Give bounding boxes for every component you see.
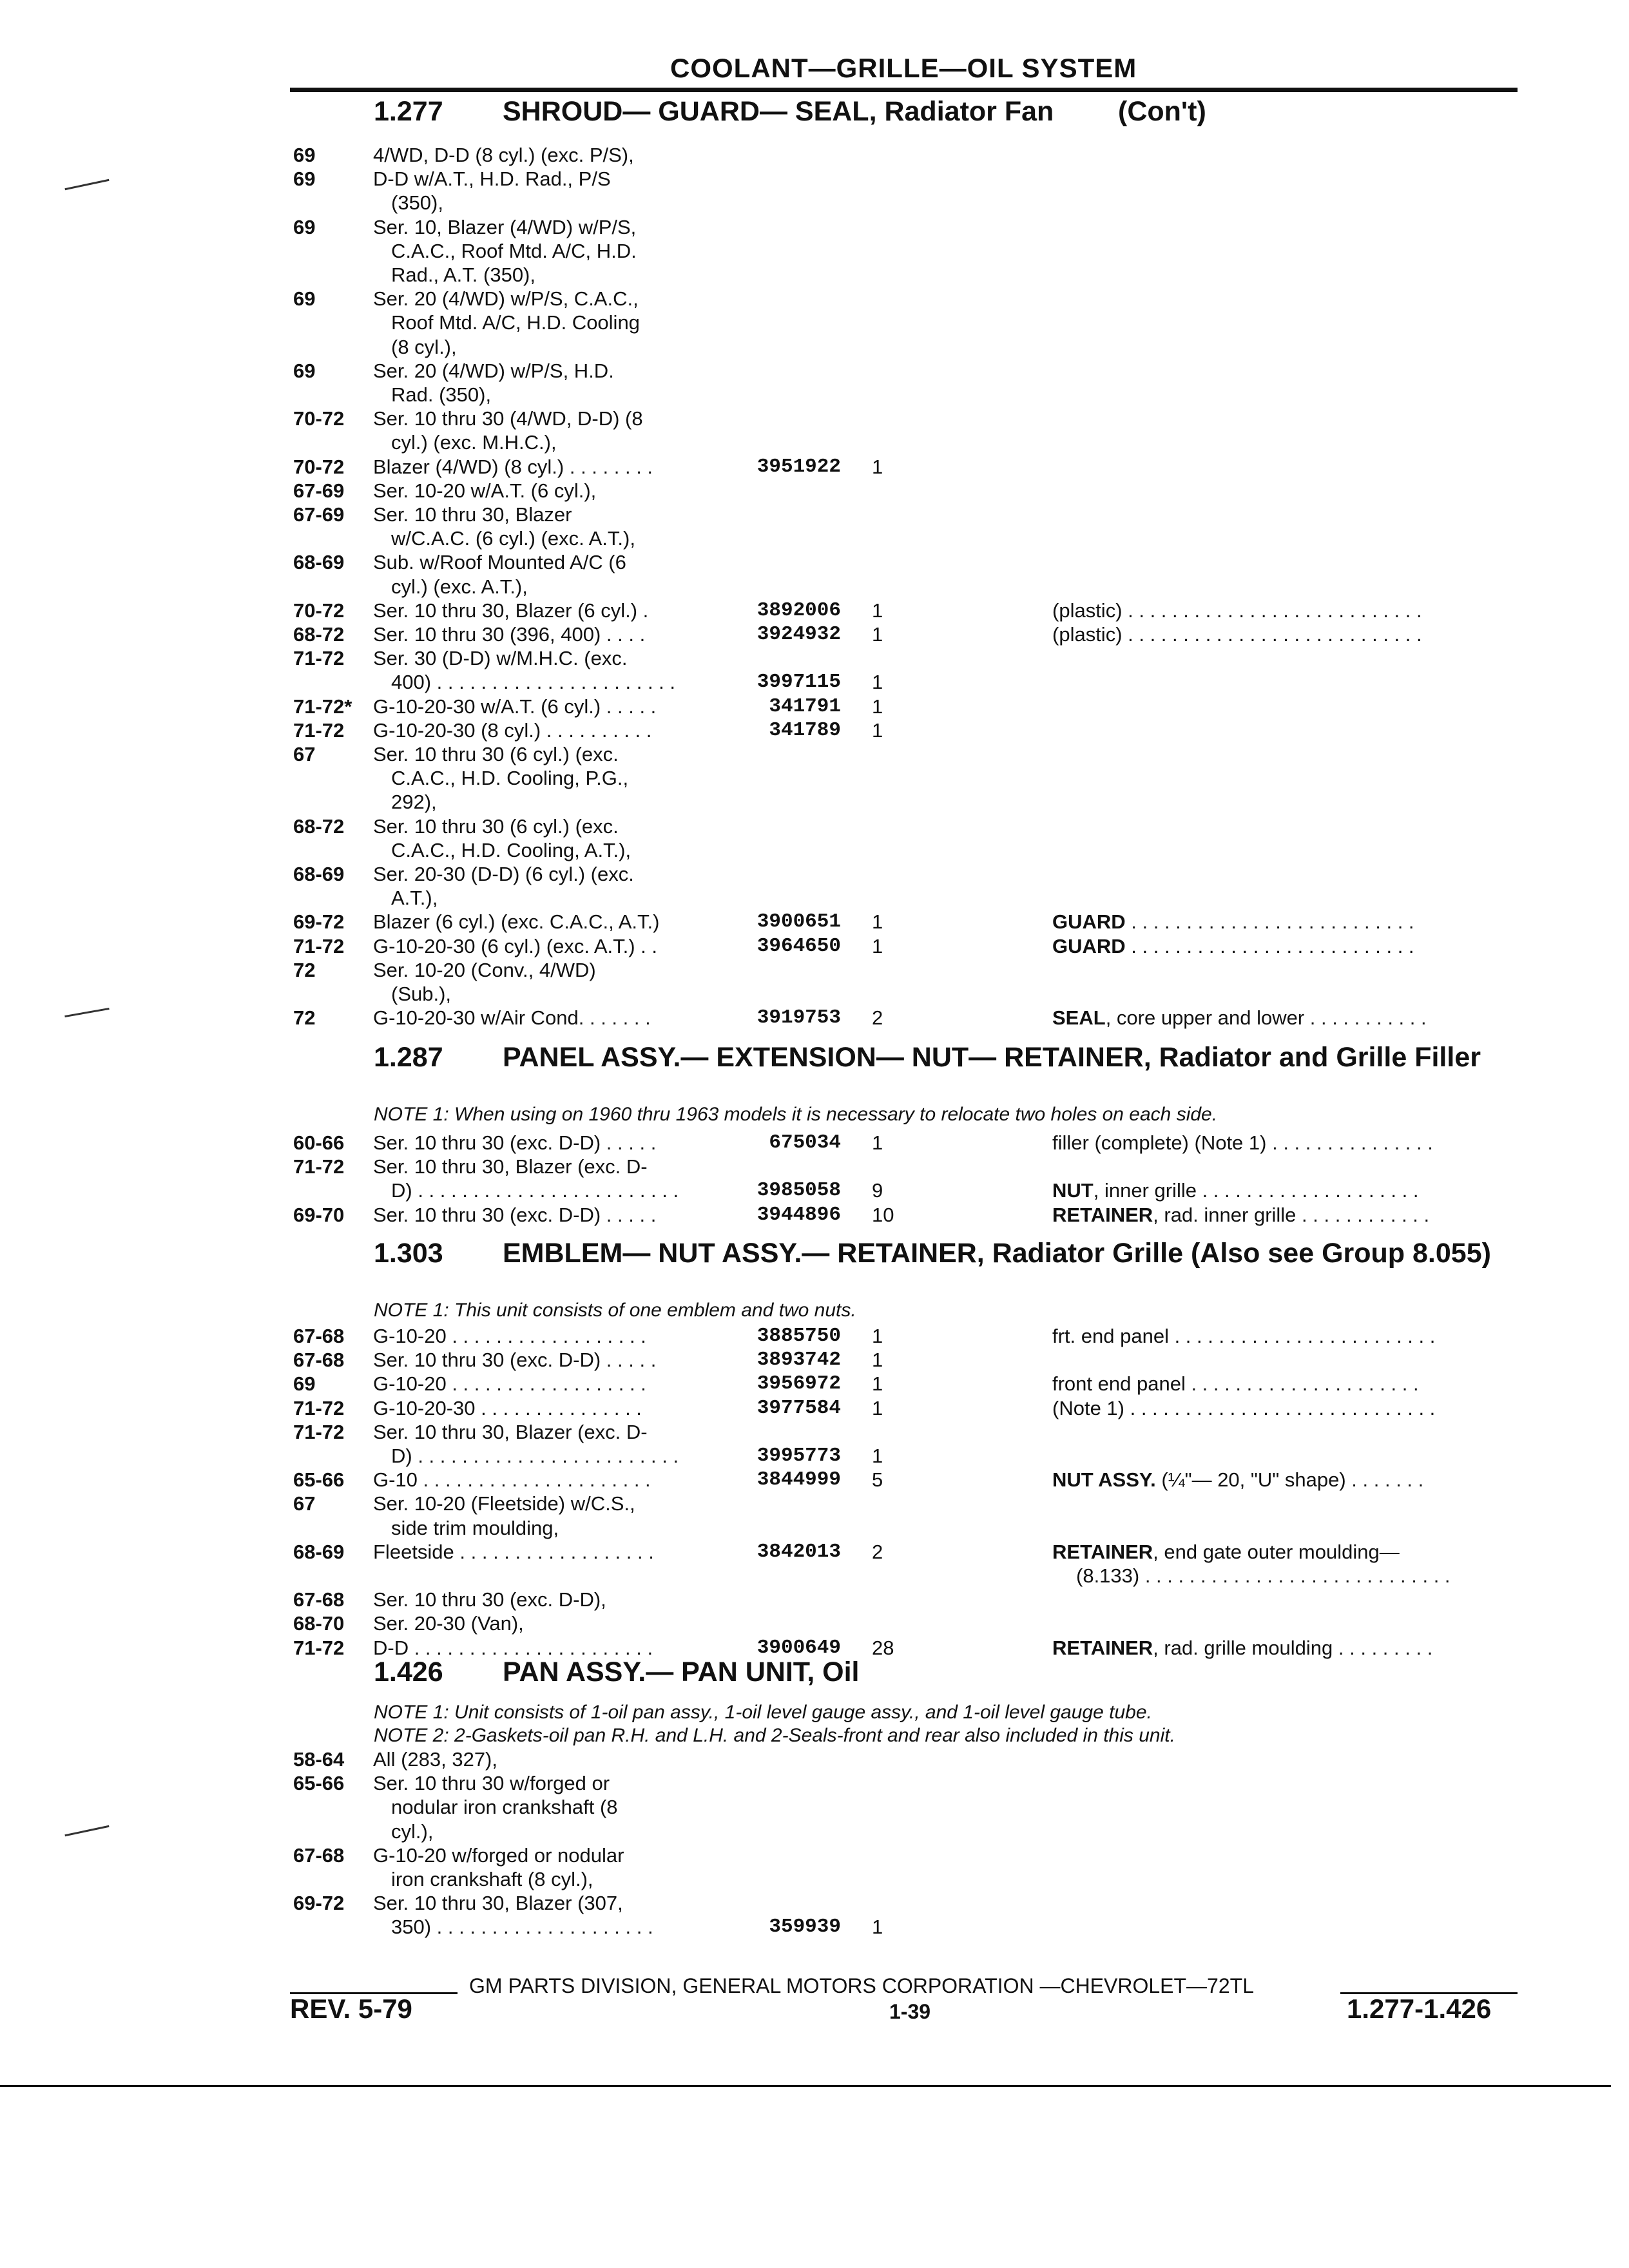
part-description <box>1052 1203 1519 1227</box>
application-description: Ser. 10 thru 30, Blazer (exc. D- <box>373 1420 648 1443</box>
page-title: COOLANT—GRILLE—OIL SYSTEM <box>670 53 1137 83</box>
catalog-row <box>293 1540 1521 1564</box>
model-year: 69 <box>293 287 316 311</box>
part-number: 3844999 <box>757 1468 841 1492</box>
application-description: A.T.), <box>391 887 438 910</box>
application-description: w/C.A.C. (6 cyl.) (exc. A.T.), <box>391 527 635 550</box>
catalog-row <box>293 862 1521 887</box>
quantity: 1 <box>872 718 883 742</box>
part-description <box>1052 1178 1519 1203</box>
application-description: C.A.C., Roof Mtd. A/C, H.D. <box>391 239 637 262</box>
application-description: Ser. 10-20 (Fleetside) w/C.S., <box>373 1492 635 1515</box>
catalog-row <box>293 670 1521 695</box>
part-number: 3900649 <box>757 1636 841 1659</box>
application-description: Ser. 20 (4/WD) w/P/S, H.D. <box>373 359 614 382</box>
application-description: Ser. 20-30 (Van), <box>373 1612 524 1635</box>
catalog-row <box>293 1492 1521 1516</box>
model-year: 71-72 <box>293 1420 345 1443</box>
quantity: 1 <box>872 1372 883 1396</box>
model-year: 71-72 <box>293 934 345 957</box>
part-number: 3893742 <box>757 1349 841 1372</box>
part-number: 3924932 <box>757 623 841 646</box>
part-number: 3997115 <box>757 671 841 694</box>
punch-mark-bottom <box>64 1825 109 1836</box>
part-description <box>1052 1636 1519 1660</box>
quantity: 1 <box>872 455 883 478</box>
part-number: 341789 <box>769 718 841 742</box>
application-description: Ser. 10 thru 30 w/forged or <box>373 1772 610 1795</box>
quantity: 1 <box>872 599 883 622</box>
quantity: 1 <box>872 1131 883 1154</box>
section-number: 1.287 <box>374 1042 443 1073</box>
catalog-row <box>293 646 1521 671</box>
application-description: All (283, 327), <box>373 1748 497 1771</box>
application-description: Blazer (4/WD) (8 cyl.) . . . . . . . . <box>373 455 653 478</box>
model-year: 68-69 <box>293 863 345 885</box>
part-name: SEAL <box>1052 1006 1106 1030</box>
quantity: 1 <box>872 1396 883 1419</box>
catalog-row <box>293 766 1521 791</box>
section-note: NOTE 1: This unit consists of one emblem and two nuts. <box>374 1300 856 1321</box>
catalog-row <box>293 1420 1521 1445</box>
catalog-row <box>293 239 1521 264</box>
section-number: 1.277 <box>374 96 443 127</box>
quantity: 1 <box>872 1916 883 1939</box>
model-year: 69 <box>293 1372 316 1396</box>
application-description: Ser. 10 thru 30, Blazer (307, <box>373 1892 623 1915</box>
catalog-row <box>293 1867 1521 1892</box>
part-number: 359939 <box>769 1916 841 1939</box>
catalog-row <box>293 479 1521 503</box>
part-description <box>1052 599 1519 623</box>
model-year: 71-72 <box>293 1396 345 1419</box>
model-year: 69-72 <box>293 910 345 934</box>
section-title: SHROUD— GUARD— SEAL, Radiator Fan <box>503 96 1054 127</box>
part-description <box>1052 1540 1519 1564</box>
section-note: NOTE 1: When using on 1960 thru 1963 models it is necessary to relocate two holes on each side. <box>374 1104 1218 1125</box>
application-description: (Sub.), <box>391 983 452 1005</box>
section-title: EMBLEM— NUT ASSY.— RETAINER, Radiator Grille (Also see Group 8.055) <box>503 1238 1491 1269</box>
model-year: 67 <box>293 743 316 765</box>
part-name: RETAINER <box>1052 1203 1153 1226</box>
quantity: 1 <box>872 1325 883 1347</box>
catalog-row <box>293 1564 1521 1588</box>
part-detail: , core upper and lower . . . . . . . . . . . <box>1105 1006 1427 1030</box>
quantity: 1 <box>872 623 883 646</box>
application-description: G-10-20-30 (8 cyl.) . . . . . . . . . . <box>373 718 652 742</box>
application-description: G-10-20-30 w/A.T. (6 cyl.) . . . . . <box>373 695 657 718</box>
application-description: (350), <box>391 191 443 215</box>
application-description: cyl.) (exc. A.T.), <box>391 575 528 598</box>
model-year: 67-69 <box>293 503 345 526</box>
part-description <box>1052 622 1519 647</box>
part-detail: filler (complete) (Note 1) . . . . . . . . . . . . . . . <box>1052 1131 1433 1154</box>
part-detail: , end gate outer moulding— <box>1153 1540 1400 1563</box>
part-detail: , rad. grille moulding . . . . . . . . . <box>1153 1636 1433 1659</box>
application-description: Ser. 10 thru 30, Blazer (exc. D- <box>373 1155 648 1178</box>
catalog-row <box>293 695 1521 719</box>
catalog-row <box>293 1795 1521 1820</box>
catalog-row <box>293 1178 1521 1203</box>
model-year: 71-72 <box>293 1155 345 1178</box>
model-year: 69 <box>293 168 316 191</box>
application-description: D) . . . . . . . . . . . . . . . . . . . . . . . . <box>391 1445 679 1467</box>
catalog-row <box>293 1444 1521 1468</box>
footer-page-number: 1-39 <box>889 2000 931 2023</box>
catalog-row <box>293 718 1521 743</box>
catalog-row <box>293 958 1521 983</box>
part-number: 3995773 <box>757 1445 841 1467</box>
part-name: NUT <box>1052 1179 1094 1202</box>
catalog-row <box>293 455 1521 479</box>
catalog-row <box>293 1820 1521 1844</box>
application-description: Ser. 10-20 w/A.T. (6 cyl.), <box>373 479 597 502</box>
model-year: 71-72 <box>293 718 345 742</box>
application-description: G-10 . . . . . . . . . . . . . . . . . . . . . <box>373 1468 651 1492</box>
section-number: 1.303 <box>374 1238 443 1269</box>
application-description: nodular iron crankshaft (8 <box>391 1796 618 1819</box>
catalog-row <box>293 407 1521 431</box>
model-year: 71-72* <box>293 695 352 718</box>
punch-mark-top <box>64 179 109 190</box>
part-detail: . . . . . . . . . . . . . . . . . . . . . . . . . . <box>1125 910 1414 934</box>
model-year: 67-68 <box>293 1349 345 1372</box>
quantity: 1 <box>872 934 883 957</box>
model-year: 69-70 <box>293 1203 345 1226</box>
catalog-row <box>293 790 1521 814</box>
catalog-row <box>293 215 1521 240</box>
section-title: PAN ASSY.— PAN UNIT, Oil <box>503 1657 860 1687</box>
part-number: 3977584 <box>757 1396 841 1419</box>
section-title: PANEL ASSY.— EXTENSION— NUT— RETAINER, Radiator and Grille Filler <box>503 1042 1481 1073</box>
application-description: Rad., A.T. (350), <box>391 264 535 286</box>
catalog-row <box>293 263 1521 287</box>
footer-publisher: GM PARTS DIVISION, GENERAL MOTORS CORPORATION —CHEVROLET—72TL <box>469 1974 1254 1997</box>
catalog-row <box>293 1636 1521 1660</box>
part-number: 3885750 <box>757 1325 841 1347</box>
part-detail: , rad. inner grille . . . . . . . . . . . . <box>1153 1203 1430 1226</box>
model-year: 67-68 <box>293 1325 345 1347</box>
catalog-row <box>293 1915 1521 1939</box>
catalog-row <box>293 1891 1521 1916</box>
catalog-row <box>293 838 1521 863</box>
application-description: Ser. 10 thru 30 (exc. D-D) . . . . . <box>373 1203 657 1226</box>
quantity: 2 <box>872 1006 883 1030</box>
application-description: D-D w/A.T., H.D. Rad., P/S <box>373 168 611 191</box>
application-description: Ser. 10 thru 30 (exc. D-D) . . . . . <box>373 1131 657 1154</box>
application-description: D) . . . . . . . . . . . . . . . . . . . . . . . . <box>391 1179 679 1202</box>
section-number: 1.426 <box>374 1657 443 1687</box>
catalog-row <box>293 167 1521 191</box>
footer-range: 1.277-1.426 <box>1347 1994 1492 2024</box>
application-description: Fleetside . . . . . . . . . . . . . . . . . . <box>373 1540 654 1563</box>
quantity: 10 <box>872 1203 894 1226</box>
catalog-row <box>293 575 1521 599</box>
application-description: Sub. w/Roof Mounted A/C (6 <box>373 551 626 574</box>
model-year: 68-70 <box>293 1612 345 1635</box>
catalog-row <box>293 1203 1521 1227</box>
catalog-row <box>293 814 1521 839</box>
catalog-row <box>293 1396 1521 1421</box>
part-detail: frt. end panel . . . . . . . . . . . . . . . . . . . . . . . . <box>1052 1325 1436 1347</box>
model-year: 69 <box>293 144 316 166</box>
part-number: 3951922 <box>757 455 841 478</box>
part-description <box>1052 1372 1519 1396</box>
model-year: 68-72 <box>293 814 345 838</box>
model-year: 67-68 <box>293 1843 345 1867</box>
catalog-row <box>293 143 1521 168</box>
quantity: 9 <box>872 1179 883 1202</box>
application-description: side trim moulding, <box>391 1516 559 1539</box>
application-description: D-D . . . . . . . . . . . . . . . . . . . . . . <box>373 1636 653 1659</box>
application-description: Ser. 10, Blazer (4/WD) w/P/S, <box>373 215 637 238</box>
model-year: 67-68 <box>293 1588 345 1611</box>
part-description <box>1052 1396 1519 1421</box>
part-description <box>1052 910 1519 934</box>
part-description <box>1052 1006 1519 1030</box>
catalog-row <box>293 1468 1521 1492</box>
part-detail: front end panel . . . . . . . . . . . . . . . . . . . . . <box>1052 1372 1419 1396</box>
part-detail: , inner grille . . . . . . . . . . . . . . . . . . . . <box>1093 1179 1419 1202</box>
catalog-row <box>293 287 1521 311</box>
part-number: 3956972 <box>757 1372 841 1396</box>
application-description: Ser. 10 thru 30 (exc. D-D) . . . . . <box>373 1349 657 1372</box>
application-description: Ser. 10 thru 30 (6 cyl.) (exc. <box>373 743 619 765</box>
part-number: 3842013 <box>757 1540 841 1563</box>
part-name: GUARD <box>1052 910 1126 934</box>
catalog-row <box>293 1588 1521 1612</box>
part-detail: (8.133) . . . . . . . . . . . . . . . . . . . . . . . . . . . . <box>1076 1564 1451 1587</box>
model-year: 67-69 <box>293 479 345 502</box>
catalog-row <box>293 1131 1521 1155</box>
section-note: NOTE 2: 2-Gaskets-oil pan R.H. and L.H. and 2-Seals-front and rear also included in this unit. <box>374 1725 1175 1746</box>
quantity: 1 <box>872 1349 883 1372</box>
model-year: 70-72 <box>293 455 345 478</box>
catalog-row <box>293 526 1521 551</box>
application-description: 292), <box>391 791 437 814</box>
application-description: G-10-20-30 w/Air Cond. . . . . . . <box>373 1006 651 1030</box>
model-year: 60-66 <box>293 1131 345 1154</box>
scan-edge-line <box>0 2085 1611 2087</box>
part-detail: . . . . . . . . . . . . . . . . . . . . . . . . . . <box>1125 934 1414 957</box>
part-name: RETAINER <box>1052 1540 1153 1563</box>
part-number: 3900651 <box>757 910 841 934</box>
catalog-row <box>293 1155 1521 1179</box>
application-description: G-10-20 . . . . . . . . . . . . . . . . . . <box>373 1372 646 1396</box>
application-description: G-10-20 . . . . . . . . . . . . . . . . . . <box>373 1325 646 1347</box>
model-year: 69 <box>293 359 316 382</box>
model-year: 71-72 <box>293 647 345 670</box>
quantity: 1 <box>872 671 883 694</box>
application-description: Ser. 10 thru 30 (exc. D-D), <box>373 1588 606 1611</box>
part-detail: (¼"— 20, "U" shape) . . . . . . . <box>1155 1468 1424 1492</box>
part-number: 3964650 <box>757 934 841 957</box>
application-description: Ser. 10 thru 30, Blazer <box>373 503 572 526</box>
catalog-row <box>293 910 1521 934</box>
catalog-row <box>293 311 1521 335</box>
part-number: 3919753 <box>757 1006 841 1030</box>
catalog-row <box>293 622 1521 647</box>
part-detail: (plastic) . . . . . . . . . . . . . . . . . . . . . . . . . . . <box>1052 623 1422 646</box>
part-description <box>1076 1564 1543 1588</box>
punch-mark-middle <box>64 1008 109 1017</box>
part-name: GUARD <box>1052 934 1126 957</box>
catalog-row <box>293 191 1521 215</box>
application-description: Ser. 10-20 (Conv., 4/WD) <box>373 958 596 981</box>
model-year: 69 <box>293 215 316 238</box>
catalog-row <box>293 934 1521 959</box>
model-year: 67 <box>293 1492 316 1515</box>
model-year: 71-72 <box>293 1636 345 1659</box>
quantity: 1 <box>872 695 883 718</box>
application-description: Ser. 10 thru 30 (396, 400) . . . . <box>373 623 646 646</box>
catalog-row <box>293 359 1521 383</box>
catalog-row <box>293 1747 1521 1772</box>
application-description: Blazer (6 cyl.) (exc. C.A.C., A.T.) <box>373 910 660 934</box>
model-year: 69-72 <box>293 1892 345 1915</box>
application-description: G-10-20-30 . . . . . . . . . . . . . . . <box>373 1396 642 1419</box>
catalog-row <box>293 599 1521 623</box>
part-number: 3892006 <box>757 599 841 622</box>
part-detail: (Note 1) . . . . . . . . . . . . . . . . . . . . . . . . . . . . <box>1052 1396 1436 1419</box>
part-number: 3985058 <box>757 1179 841 1202</box>
catalog-row <box>293 1372 1521 1396</box>
catalog-row <box>293 886 1521 910</box>
application-description: Roof Mtd. A/C, H.D. Cooling <box>391 311 640 334</box>
part-number: 675034 <box>769 1131 841 1154</box>
application-description: Ser. 20 (4/WD) w/P/S, C.A.C., <box>373 287 639 311</box>
quantity: 2 <box>872 1540 883 1563</box>
application-description: 4/WD, D-D (8 cyl.) (exc. P/S), <box>373 144 634 166</box>
application-description: 350) . . . . . . . . . . . . . . . . . . . . <box>391 1916 653 1939</box>
footer-revision: REV. 5-79 <box>290 1994 412 2024</box>
model-year: 65-66 <box>293 1468 345 1492</box>
quantity: 5 <box>872 1468 883 1492</box>
application-description: Ser. 10 thru 30, Blazer (6 cyl.) . <box>373 599 649 622</box>
model-year: 70-72 <box>293 599 345 622</box>
application-description: cyl.) (exc. M.H.C.), <box>391 431 557 454</box>
model-year: 65-66 <box>293 1772 345 1795</box>
catalog-row <box>293 335 1521 360</box>
part-number: 3944896 <box>757 1203 841 1226</box>
application-description: G-10-20 w/forged or nodular <box>373 1843 624 1867</box>
application-description: Ser. 10 thru 30 (4/WD, D-D) (8 <box>373 407 643 430</box>
catalog-row <box>293 430 1521 455</box>
catalog-row <box>293 1516 1521 1541</box>
section-continued-label: (Con't) <box>1118 96 1206 127</box>
part-name: RETAINER <box>1052 1636 1153 1659</box>
application-description: cyl.), <box>391 1820 434 1843</box>
catalog-row <box>293 982 1521 1006</box>
quantity: 1 <box>872 910 883 934</box>
application-description: C.A.C., H.D. Cooling, P.G., <box>391 767 629 790</box>
catalog-row <box>293 1843 1521 1868</box>
catalog-row <box>293 550 1521 575</box>
model-year: 68-69 <box>293 551 345 574</box>
part-name: NUT ASSY. <box>1052 1468 1156 1492</box>
application-description: (8 cyl.), <box>391 335 457 358</box>
header-rule <box>290 88 1518 92</box>
part-description <box>1052 1468 1519 1492</box>
catalog-row <box>293 503 1521 527</box>
model-year: 68-72 <box>293 623 345 646</box>
application-description: Ser. 20-30 (D-D) (6 cyl.) (exc. <box>373 863 634 885</box>
quantity: 28 <box>872 1636 894 1659</box>
application-description: iron crankshaft (8 cyl.), <box>391 1868 593 1890</box>
application-description: Rad. (350), <box>391 383 492 406</box>
application-description: G-10-20-30 (6 cyl.) (exc. A.T.) . . <box>373 934 658 957</box>
catalog-row <box>293 383 1521 407</box>
part-number: 341791 <box>769 695 841 718</box>
part-detail: (plastic) . . . . . . . . . . . . . . . . . . . . . . . . . . . <box>1052 599 1422 622</box>
part-description <box>1052 1324 1519 1349</box>
model-year: 72 <box>293 1006 316 1030</box>
model-year: 58-64 <box>293 1748 345 1771</box>
model-year: 68-69 <box>293 1540 345 1563</box>
catalog-row <box>293 1006 1521 1030</box>
catalog-row <box>293 1771 1521 1796</box>
catalog-row <box>293 1611 1521 1636</box>
catalog-row <box>293 742 1521 767</box>
model-year: 70-72 <box>293 407 345 430</box>
quantity: 1 <box>872 1445 883 1467</box>
application-description: 400) . . . . . . . . . . . . . . . . . . . . . . <box>391 671 676 694</box>
part-description <box>1052 1131 1519 1155</box>
part-description <box>1052 934 1519 959</box>
model-year: 72 <box>293 958 316 981</box>
application-description: C.A.C., H.D. Cooling, A.T.), <box>391 838 631 861</box>
catalog-row <box>293 1324 1521 1349</box>
catalog-row <box>293 1348 1521 1372</box>
section-note: NOTE 1: Unit consists of 1-oil pan assy., 1-oil level gauge assy., and 1-oil level gauge tube. <box>374 1702 1152 1723</box>
application-description: Ser. 10 thru 30 (6 cyl.) (exc. <box>373 814 619 838</box>
application-description: Ser. 30 (D-D) w/M.H.C. (exc. <box>373 647 628 670</box>
